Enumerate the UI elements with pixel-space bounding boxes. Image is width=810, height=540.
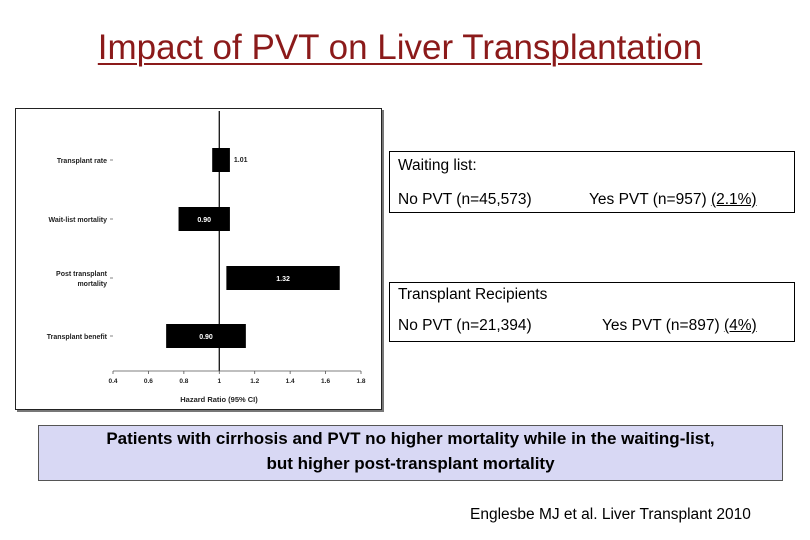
x-tick-label: 0.8 bbox=[179, 378, 189, 385]
row-label: Post transplant bbox=[56, 271, 107, 278]
hr-label: 1.01 bbox=[233, 157, 248, 164]
conclusion-line-1: Patients with cirrhosis and PVT no higher mortality while in the waiting-list, bbox=[106, 429, 715, 448]
x-tick-label: 1.4 bbox=[285, 378, 295, 385]
x-tick-label: 1.6 bbox=[321, 378, 331, 385]
hr-label: 0.90 bbox=[197, 217, 212, 224]
transplant-recipients-heading: Transplant Recipients bbox=[398, 286, 548, 303]
ci-bar bbox=[212, 148, 230, 172]
transplant-recipients-box bbox=[389, 282, 795, 342]
waiting-list-no-pvt: No PVT (n=45,573) bbox=[398, 191, 532, 208]
conclusion-line-2: but higher post-transplant mortality bbox=[266, 454, 555, 473]
slide-title: Impact of PVT on Liver Transplantation bbox=[97, 28, 703, 67]
waiting-list-box bbox=[389, 151, 795, 213]
x-tick-label: 1.8 bbox=[356, 378, 366, 385]
x-tick-label: 0.6 bbox=[143, 378, 153, 385]
conclusion-box bbox=[38, 425, 783, 481]
transplant-recipients-yes-pvt: Yes PVT (n=897) (4%) bbox=[602, 317, 757, 334]
x-tick-label: 1 bbox=[217, 378, 222, 385]
x-tick-label: 0.4 bbox=[108, 378, 118, 385]
x-axis-title: Hazard Ratio (95% CI) bbox=[180, 395, 258, 404]
hr-label: 1.32 bbox=[276, 276, 290, 283]
waiting-list-yes-pvt: Yes PVT (n=957) (2.1%) bbox=[589, 191, 757, 208]
row-label: Transplant benefit bbox=[46, 334, 107, 341]
row-label: Wait-list mortality bbox=[48, 217, 107, 224]
transplant-recipients-no-pvt: No PVT (n=21,394) bbox=[398, 317, 532, 334]
x-tick-label: 1.2 bbox=[250, 378, 260, 385]
hr-label: 0.90 bbox=[199, 334, 213, 341]
citation: Englesbe MJ et al. Liver Transplant 2010 bbox=[470, 506, 751, 523]
hazard-ratio-chart bbox=[15, 108, 382, 410]
waiting-list-heading: Waiting list: bbox=[398, 157, 477, 174]
row-label: Transplant rate bbox=[56, 158, 107, 165]
hazard-ratio-svg bbox=[16, 109, 381, 409]
transplant-recipients-yes-pct: (4%) bbox=[723, 317, 757, 334]
row-label: mortality bbox=[77, 281, 107, 288]
waiting-list-yes-pct: (2.1%) bbox=[710, 191, 757, 208]
